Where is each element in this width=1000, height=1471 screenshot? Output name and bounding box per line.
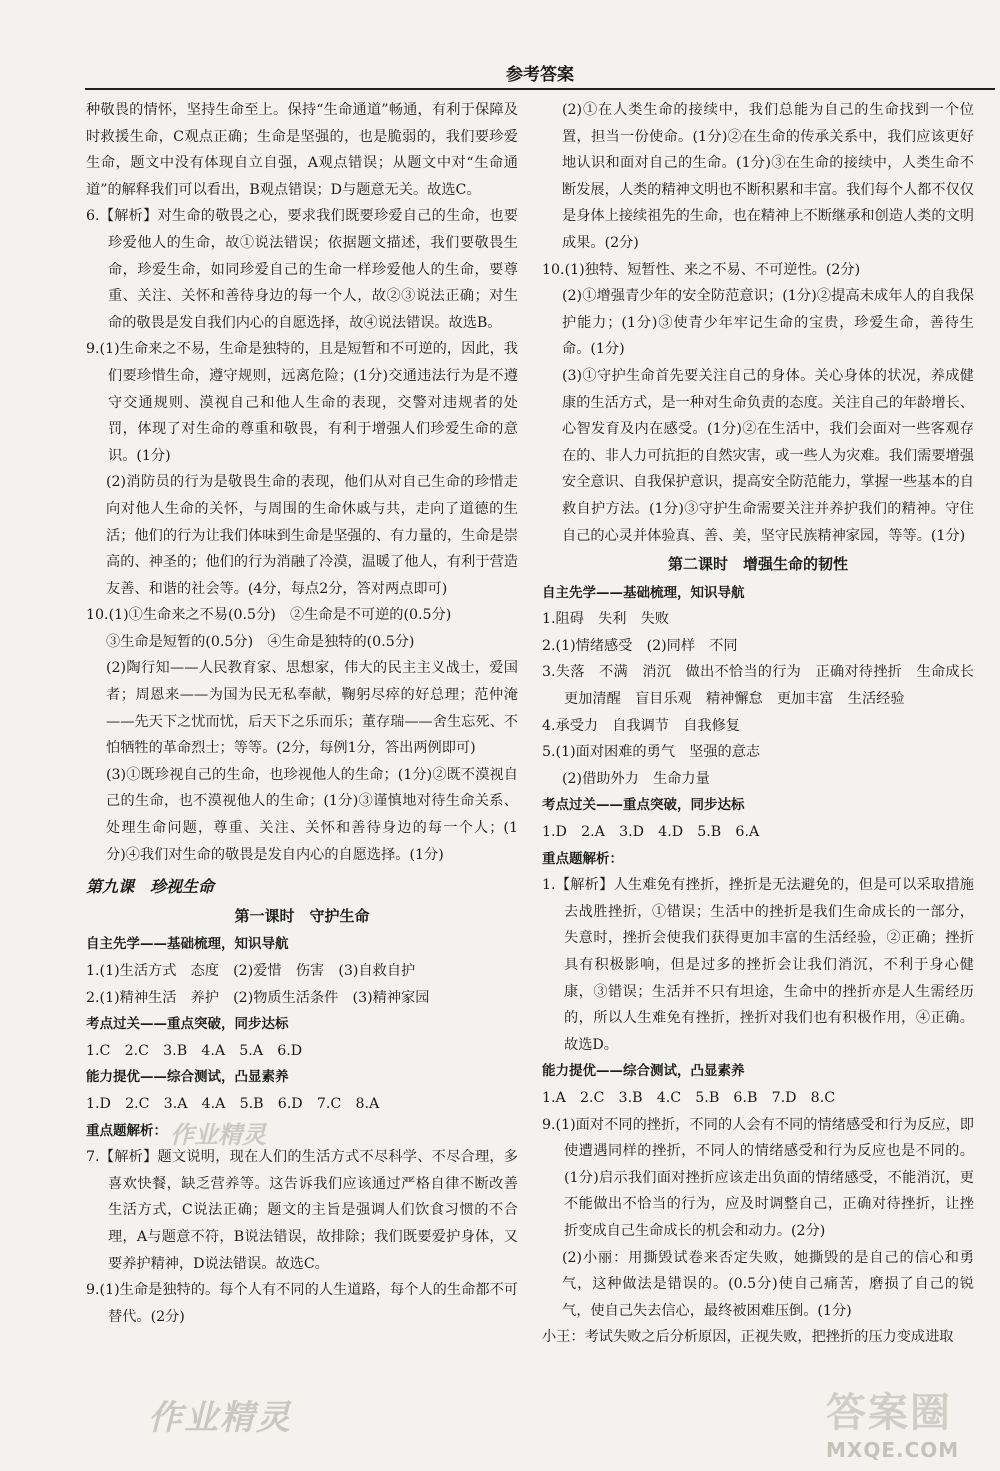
paragraph: (2)消防员的行为是敬畏生命的表现，他们从对自己生命的珍惜走向对他人生命的关怀，与周围的生命休戚与共，走向了道德的生活；他们的行为让我们体味到生命是坚强的、有力量的，生命是崇高的、神圣的；他们的行为消融了冷漠，温暖了他人，有利于营造友善、和谐的社会等。(4分，每点2分，答对两点即可) — [106, 474, 518, 597]
paragraph: 种敬畏的情怀，坚持生命至上。保持“生命通道”畅通，有利于保障及时救援生命，C观点正确；生命是坚强的，也是脆弱的，我们要珍爱生命，题文中没有体现自立自强，A观点错误；从题文中对“生命通道”的解释我们可以看出，B观点错误；D与题意无关。故选C。 — [86, 102, 518, 198]
lesson-heading: 第九课 珍视生命 — [86, 877, 215, 897]
subsection-heading: 自主先学——基础梳理，知识导航 — [86, 936, 289, 953]
subsection-heading: 考点过关——重点突破，同步达标 — [542, 797, 745, 814]
logo-domain: MXQE.COM — [826, 1438, 960, 1462]
page-header — [85, 58, 995, 90]
answer-line: 1.阻碍 失利 失败 — [542, 611, 670, 628]
paragraph: ③生命是短暂的(0.5分) ④生命是独特的(0.5分) — [106, 633, 415, 650]
page-title: 参考答案 — [506, 65, 574, 85]
watermark: 作业精灵 — [170, 1120, 266, 1149]
subsection-heading: 自主先学——基础梳理，知识导航 — [542, 584, 745, 601]
paragraph: (2)小丽：用撕毁试卷来否定失败，她撕毁的是自己的信心和勇气，这种做法是错误的。(0.5分)使自己痛苦，磨损了自己的锐气，使自己失去信心，最终被困难压倒。(1分) — [562, 1249, 974, 1319]
logo-text: 答案圈 — [826, 1390, 952, 1436]
answer-line: 2.(1)情绪感受 (2)同样 不同 — [542, 637, 738, 654]
paragraph: 1.【解析】人生难免有挫折，挫折是无法避免的，但是可以采取措施去战胜挫折，①错误；生活中的挫折是我们生命成长的一部分，失意时，挫折会使我们获得更加丰富的生活经验，②正确；挫折具有积极影响，但是过多的挫折会让我们消沉，不利于身心健康，③错误；生活并不只有坦途，生命中的挫折亦是人生需经历的，所以人生难免有挫折，挫折对我们也有积极作用，④正确。故选D。 — [542, 877, 974, 1053]
subsection-heading: 能力提优——综合测试，凸显素养 — [542, 1063, 745, 1080]
site-logo — [826, 1381, 976, 1462]
paragraph: 小王：考试失败之后分析原因，正视失败，把挫折的压力变成进取 — [542, 1329, 954, 1346]
answer-line: 1.A 2.C 3.B 4.C 5.B 6.B 7.D 8.C — [542, 1089, 836, 1106]
paragraph: 10.(1)①生命来之不易(0.5分) ②生命是不可逆的(0.5分) — [86, 607, 452, 624]
subsection-heading: 重点题解析： — [542, 850, 623, 867]
watermark: 作业精灵 — [148, 1398, 292, 1438]
answer-line: 5.(1)面对困难的勇气 坚强的意志 — [542, 744, 761, 761]
paragraph: 9.(1)面对不同的挫折，不同的人会有不同的情绪感受和行为反应，即使遭遇同样的挫折，不同人的情绪感受和行为反应也是不同的。(1分)启示我们面对挫折应该走出负面的情绪感受，不能消沉，更不能做出不恰当的行为，应及时调整自己，正确对待挫折，让挫折变成自己生命成长的机会和动力。(2分) — [542, 1116, 974, 1239]
answer-line: 1.(1)生活方式 态度 (2)爱惜 伤害 (3)自救自护 — [86, 963, 416, 979]
right-column — [542, 97, 989, 1351]
section-heading: 第二课时 增强生命的韧性 — [667, 555, 848, 574]
paragraph: 9.(1)生命来之不易，生命是独特的，且是短暂和不可逆的，因此，我们要珍惜生命，遵守规则，远离危险；(1分)交通违法行为是不遵守交通规则、漠视自己和他人生命的表现，交警对违规者的处罚，体现了对生命的尊重和敬畏，有利于增强人们珍爱生命的意识。(1分) — [86, 341, 518, 464]
paragraph: 9.(1)生命是独特的。每个人有不同的人生道路，每个人的生命都不可替代。(2分) — [86, 1282, 518, 1325]
paragraph: 10.(1)独特、短暂性、来之不易、不可逆性。(2分) — [542, 261, 861, 278]
answer-line: (2)借助外力 生命力量 — [562, 770, 710, 787]
paragraph: 7.【解析】题文说明，现在人们的生活方式不尽科学、不尽合理，多喜欢快餐，缺乏营养等。这告诉我们应该通过严格自律不断改善生活方式，C说法正确；题文的主旨是强调人们饮食习惯的不合理，A与题意不符，B说法错误，故排除；我们既要爱护身体，又要养护精神，D说法错误。故选C。 — [86, 1149, 518, 1272]
answer-line: 1.D 2.A 3.D 4.D 5.B 6.A — [542, 824, 760, 841]
subsection-heading: 能力提优——综合测试，凸显素养 — [86, 1069, 289, 1086]
answer-line: 1.C 2.C 3.B 4.A 5.A 6.D — [86, 1042, 303, 1059]
answer-line: 1.D 2.C 3.A 4.A 5.B 6.D 7.C 8.A — [86, 1095, 380, 1112]
section-heading: 第一课时 守护生命 — [234, 906, 370, 925]
paragraph: (2)①在人类生命的接续中，我们总能为自己的生命找到一个位置，担当一份使命。(1分)②在生命的传承关系中，我们应该更好地认识和面对自己的生命。(1分)③在生命的接续中，人类生命不断发展，人类的精神文明也不断积累和丰富。我们每个人都不仅仅是身体上接续祖先的生命，也在精神上不断继承和创造人类的文明成果。(2分) — [562, 102, 974, 251]
paragraph: (2)①增强青少年的安全防范意识；(1分)②提高未成年人的自我保护能力；(1分)③使青少年牢记生命的宝贵，珍爱生命，善待生命。(1分) — [562, 288, 974, 358]
paragraph: (3)①守护生命首先要关注自己的身体。关心身体的状况，养成健康的生活方式，是一种对生命负责的态度。关注自己的年龄增长、心智发育及内在感受。(1分)②在生活中，我们会面对一些客观存在的、非人力可抗拒的自然灾害，或一些人为灾难。我们需要增强安全意识、自我保护意识，提高安全防范能力，掌握一些基本的自救自护方法。(1分)③守护生命需要关注并养护我们的精神。守住自己的心灵并体验真、善、美，坚守民族精神家园，等等。(1分) — [562, 367, 974, 544]
subsection-heading: 考点过关——重点突破，同步达标 — [86, 1016, 289, 1033]
paragraph: (3)①既珍视自己的生命，也珍视他人的生命；(1分)②既不漠视自己的生命，也不漠视他人的生命；(1分)③谨慎地对待生命关系、处理生命问题，尊重、关注、关怀和善待身边的每一个人；(1分)④我们对生命的敬畏是发自内心的自愿选择。(1分) — [106, 766, 518, 863]
paragraph: 6.【解析】对生命的敬畏之心，要求我们既要珍爱自己的生命，也要珍爱他人的生命，故①说法错误；依据题文描述，我们要敬畏生命，珍爱生命，如同珍爱自己的生命一样珍爱他人的生命，要尊重、关注、关怀和善待身边的每一个人，故②③说法正确；对生命的敬畏是发自我们内心的自愿选择，故④说法错误。故选B。 — [86, 208, 518, 331]
answer-line: 4.承受力 自我调节 自我修复 — [542, 717, 740, 734]
answer-line: 3.失落 不满 消沉 做出不恰当的行为 正确对待挫折 生命成长 更加清醒 盲目乐观 精神懈怠 更加丰富 生活经验 — [542, 664, 989, 708]
paragraph: (2)陶行知——人民教育家、思想家，伟大的民主主义战士，爱国者；周恩来——为国为民无私奉献，鞠躬尽瘁的好总理；范仲淹——先天下之忧而忧，后天下之乐而乐；董存瑞——舍生忘死、不怕牺牲的革命烈士；等等。(2分，每例1分，答出两例即可) — [106, 660, 518, 757]
left-column — [86, 97, 518, 1330]
answer-line: 2.(1)精神生活 养护 (2)物质生活条件 (3)精神家园 — [86, 989, 430, 1006]
subsection-heading: 重点题解析： — [86, 1122, 167, 1139]
